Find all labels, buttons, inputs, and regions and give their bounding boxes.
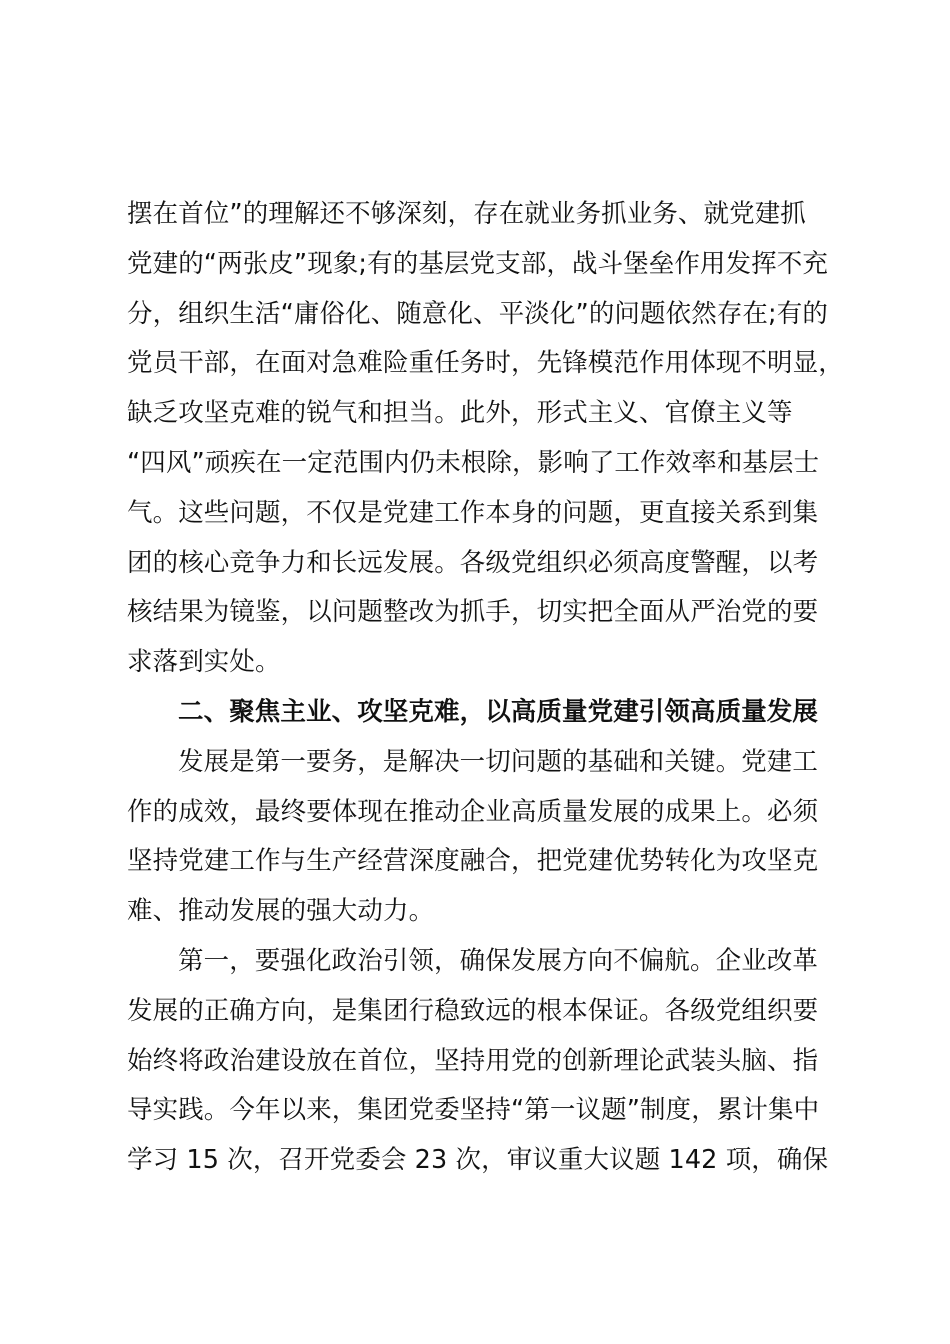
section-heading xyxy=(127,694,847,744)
text-line: 党建的“两张皮”现象;有的基层党支部，战斗堡垒作用发挥不充 xyxy=(127,248,828,279)
text-line: 导实践。今年以来，集团党委坚持“第一议题”制度，累计集中 xyxy=(127,1095,820,1126)
text-line: 学习 15 次，召开党委会 23 次，审议重大议题 142 项，确保 xyxy=(127,1145,829,1176)
document-page xyxy=(127,196,847,1192)
text-line: 发展的正确方向，是集团行稳致远的根本保证。各级党组织要 xyxy=(127,995,819,1026)
text-line: 难、推动发展的强大动力。 xyxy=(127,896,435,927)
text-line: “四风”顽疾在一定范围内仍未根除，影响了工作效率和基层士 xyxy=(127,447,820,478)
paragraph-development-intro xyxy=(127,744,847,943)
section-heading-text: 二、聚焦主业、攻坚克难，以高质量党建引领高质量发展 xyxy=(178,696,819,727)
text-line: 摆在首位”的理解还不够深刻，存在就业务抓业务、就党建抓 xyxy=(127,199,806,229)
text-line: 始终将政治建设放在首位，坚持用党的创新理论武装头脑、指 xyxy=(127,1045,819,1076)
text-line: 发展是第一要务，是解决一切问题的基础和关键。党建工 xyxy=(178,746,819,777)
text-line: 第一，要强化政治引领，确保发展方向不偏航。企业改革 xyxy=(178,945,819,976)
text-line: 分，组织生活“庸俗化、随意化、平淡化”的问题依然存在;有的 xyxy=(127,298,828,329)
text-line: 缺乏攻坚克难的锐气和担当。此外，形式主义、官僚主义等 xyxy=(127,398,793,429)
text-line: 气。这些问题，不仅是党建工作本身的问题，更直接关系到集 xyxy=(127,497,819,528)
text-line: 党员干部，在面对急难险重任务时，先锋模范作用体现不明显， xyxy=(127,348,844,379)
text-line: 坚持党建工作与生产经营深度融合，把党建优势转化为攻坚克 xyxy=(127,846,819,877)
text-line: 团的核心竞争力和长远发展。各级党组织必须高度警醒，以考 xyxy=(127,547,819,578)
text-line: 作的成效，最终要体现在推动企业高质量发展的成果上。必须 xyxy=(127,796,819,827)
text-line: 求落到实处。 xyxy=(127,647,281,678)
text-line: 核结果为镜鉴，以问题整改为抓手，切实把全面从严治党的要 xyxy=(127,597,819,628)
paragraph-body-continuation xyxy=(127,196,847,694)
paragraph-political-leadership xyxy=(127,943,847,1192)
